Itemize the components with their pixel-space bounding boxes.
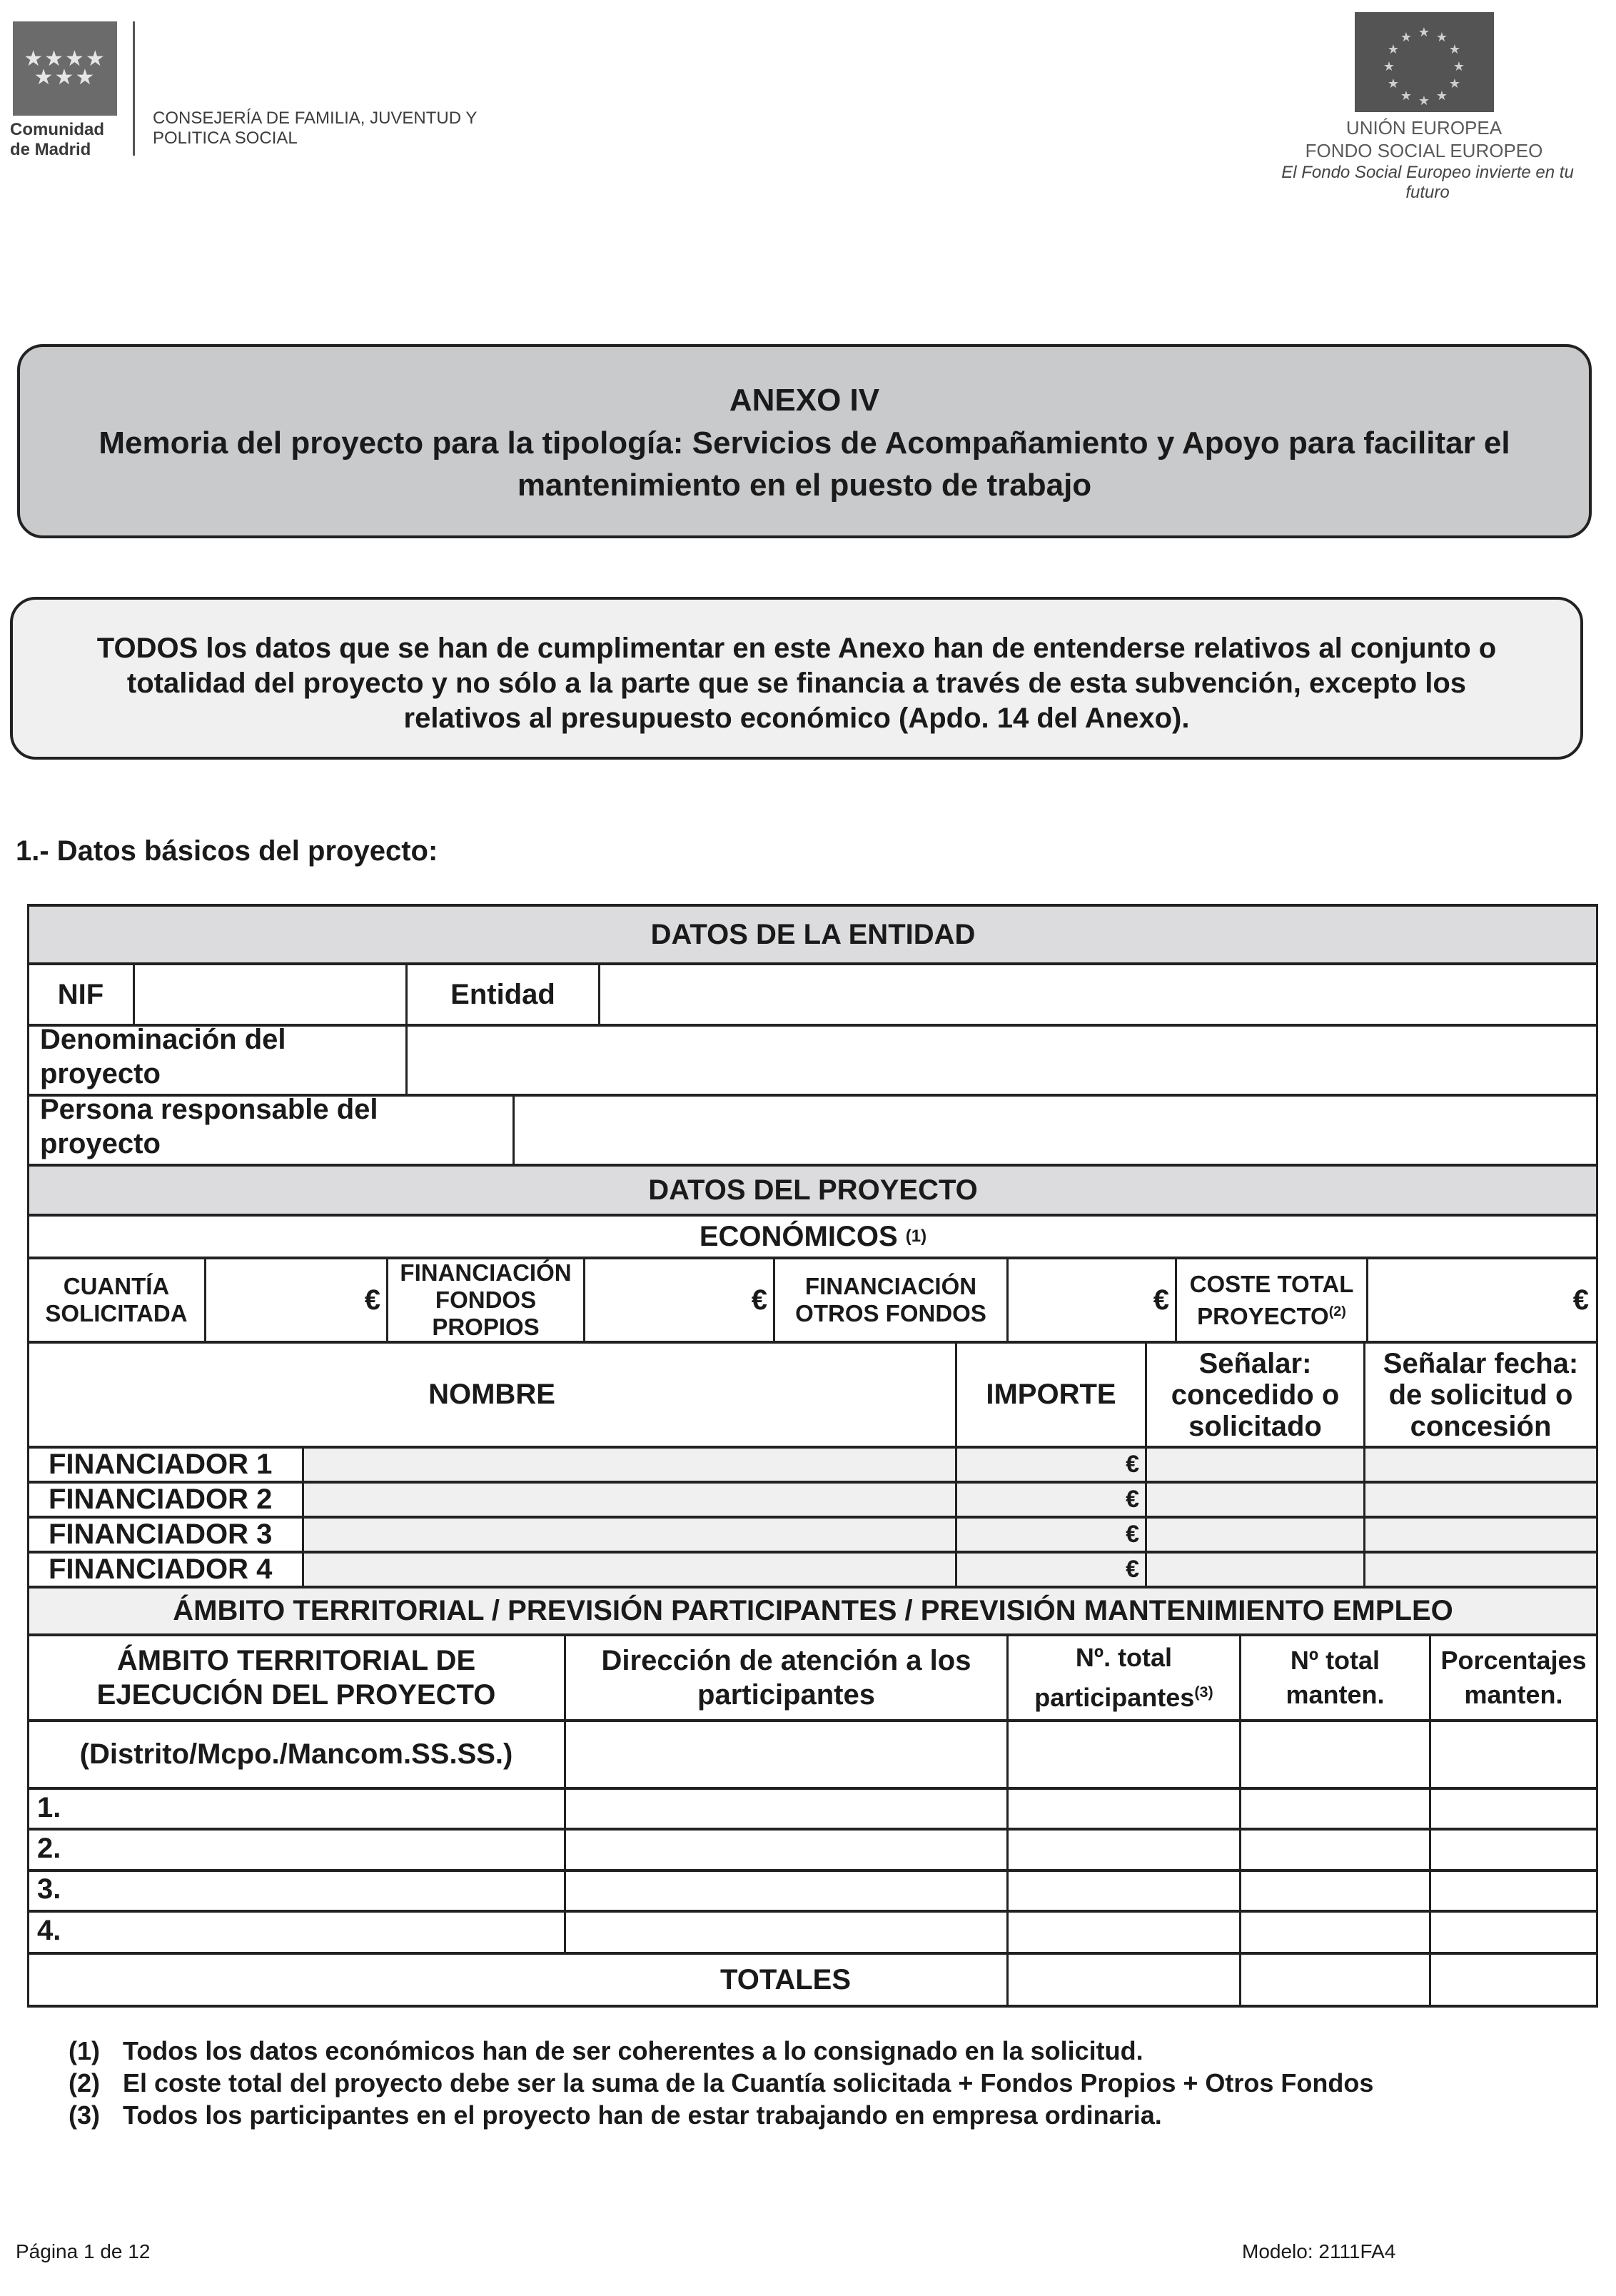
denominacion-label-line-1: Denominación del <box>40 1024 286 1055</box>
financiador-label: FINANCIADOR 3 <box>49 1519 273 1550</box>
comunidad-madrid-name <box>10 120 104 160</box>
svg-text:★: ★ <box>1400 30 1413 44</box>
participantes-input[interactable] <box>1009 1790 1239 1828</box>
otros-fondos-label <box>775 1259 1006 1341</box>
total-mantenidos-column-header <box>1241 1636 1429 1719</box>
footnote-number: (1) <box>69 2036 100 2065</box>
financiador-importe-input[interactable] <box>957 1554 1145 1586</box>
logo-name-line-2: de Madrid <box>10 140 91 159</box>
logo-divider <box>133 21 135 156</box>
footnote-text: Todos los datos económicos han de ser coherentes a lo consignado en la solicitud. <box>123 2036 1143 2065</box>
mantenidos-input[interactable] <box>1241 1872 1429 1910</box>
eu-union-label: UNIÓN EUROPEA <box>1345 117 1503 139</box>
entidad-input[interactable] <box>600 965 1596 1024</box>
svg-text:★: ★ <box>1383 59 1395 74</box>
economicos-footnote-ref: (1) <box>905 1227 927 1246</box>
financiador-nombre-input[interactable] <box>304 1554 955 1586</box>
economicos-header <box>29 1217 1597 1257</box>
ambito-input[interactable] <box>71 1790 564 1828</box>
cuantia-solicitada-label <box>29 1259 204 1341</box>
stars-row-2: ★★★ <box>34 66 96 89</box>
header-line: Señalar: <box>1198 1347 1312 1379</box>
svg-text:★: ★ <box>1448 76 1461 91</box>
footnote-number: (2) <box>69 2068 100 2098</box>
euro-icon: € <box>751 1284 767 1316</box>
svg-text:★: ★ <box>1400 89 1413 103</box>
header-line: ÁMBITO TERRITORIAL DE <box>116 1645 476 1676</box>
page-number: Página 1 de 12 <box>16 2240 151 2262</box>
fondos-propios-label <box>388 1259 583 1341</box>
label-line: FINANCIACIÓN <box>804 1273 977 1299</box>
eu-slogan: El Fondo Social Europeo invierte en tu futuro <box>1281 163 1574 202</box>
footnote-text: Todos los participantes en el proyecto han de estar trabajando en empresa ordinaria. <box>123 2100 1162 2130</box>
stars-row-1: ★★★★ <box>24 47 106 71</box>
hline <box>27 2005 1598 2008</box>
financiador-nombre-input[interactable] <box>304 1519 955 1551</box>
direccion-input[interactable] <box>566 1872 1006 1910</box>
eu-fund-label: FONDO SOCIAL EUROPEO <box>1305 140 1543 161</box>
footnote <box>69 2100 1162 2130</box>
euro-icon: € <box>1572 1284 1589 1316</box>
participantes-input[interactable] <box>1009 1872 1239 1910</box>
total-participantes-input[interactable] <box>1009 1955 1239 2005</box>
euro-icon: € <box>1126 1451 1139 1478</box>
header-line: concesión <box>1410 1410 1552 1442</box>
entidad-section-header: DATOS DE LA ENTIDAD <box>650 918 976 950</box>
euro-icon: € <box>1126 1486 1139 1513</box>
notice-line-3: relativos al presupuesto económico (Apdo. 14 del Anexo). <box>403 703 1190 734</box>
coste-total-input[interactable] <box>1368 1259 1596 1341</box>
notice-line-2: totalidad del proyecto y no sólo a la parte que se financia a través de esta subvención, excepto los <box>126 668 1467 699</box>
eu-flag-icon <box>1355 12 1494 112</box>
header-line: Señalar fecha: <box>1383 1347 1579 1379</box>
consejeria-name <box>153 109 477 148</box>
financiador-fecha-input[interactable] <box>1365 1554 1596 1586</box>
denominacion-label-line-2: proyecto <box>40 1058 161 1089</box>
financiador-nombre-input[interactable] <box>304 1484 955 1516</box>
estado-column-header <box>1147 1344 1363 1446</box>
label-line: PROYECTO <box>1197 1302 1329 1329</box>
svg-text:★: ★ <box>1387 42 1400 56</box>
participantes-input[interactable] <box>1009 1831 1239 1869</box>
label-line: PROPIOS <box>432 1314 540 1340</box>
porcentaje-input[interactable] <box>1431 1831 1596 1869</box>
eu-stars-icon <box>1355 12 1494 112</box>
header-line: Dirección de atención a los <box>601 1645 971 1676</box>
fecha-column-header <box>1365 1344 1596 1446</box>
page-subtitle-line-1: Memoria del proyecto para la tipología: Servicios de Acompañamiento y Apoyo para facilitar el <box>99 426 1510 460</box>
footnote-text: El coste total del proyecto debe ser la suma de la Cuantía solicitada + Fondos Propios + Otros Fondos <box>123 2068 1374 2098</box>
porcentajes-column-header <box>1431 1636 1596 1719</box>
ambito-input[interactable] <box>71 1872 564 1910</box>
dept-line-2: POLITICA SOCIAL <box>153 129 298 148</box>
header-line: participantes <box>1034 1683 1195 1712</box>
page-subtitle-line-2: mantenimiento en el puesto de trabajo <box>517 468 1092 503</box>
row-number: 4. <box>37 1915 61 1946</box>
svg-text:★: ★ <box>1418 25 1430 39</box>
label-line: SOLICITADA <box>45 1300 188 1326</box>
row-number: 1. <box>37 1792 61 1823</box>
totales-label: TOTALES <box>720 1963 851 1995</box>
responsable-label-line-1: Persona responsable del <box>40 1094 378 1125</box>
nombre-column-header: NOMBRE <box>428 1379 555 1410</box>
porcentaje-input[interactable] <box>1431 1913 1596 1952</box>
financiador-importe-input[interactable] <box>957 1449 1145 1481</box>
total-participantes-column-header <box>1009 1636 1239 1719</box>
svg-text:★: ★ <box>1418 94 1430 108</box>
direccion-input[interactable] <box>566 1913 1006 1952</box>
header-line: de solicitud o <box>1388 1379 1573 1411</box>
label-line: CUANTÍA <box>63 1273 170 1299</box>
ambito-subheader: (Distrito/Mcpo./Mancom.SS.SS.) <box>79 1738 513 1770</box>
ambito-section-header: ÁMBITO TERRITORIAL / PREVISIÓN PARTICIPANTES / PREVISIÓN MANTENIMIENTO EMPLEO <box>173 1595 1453 1626</box>
euro-icon: € <box>364 1284 380 1316</box>
footnote <box>69 2068 1373 2098</box>
financiador-label: FINANCIADOR 2 <box>49 1484 273 1515</box>
participantes-footnote-ref: (3) <box>1194 1683 1213 1701</box>
header-line: participantes <box>697 1679 875 1711</box>
porcentaje-input[interactable] <box>1431 1790 1596 1828</box>
row-number: 3. <box>37 1873 61 1905</box>
model-code: Modelo: 2111FA4 <box>1242 2240 1396 2262</box>
header-line: manten. <box>1464 1680 1563 1709</box>
header-line: manten. <box>1286 1680 1385 1709</box>
ambito-column-header <box>29 1636 564 1719</box>
responsable-label-line-2: proyecto <box>40 1128 161 1159</box>
financiador-nombre-input[interactable] <box>304 1449 955 1481</box>
denominacion-label <box>40 1022 411 1091</box>
coste-total-label <box>1177 1259 1366 1341</box>
financiador-estado-input[interactable] <box>1147 1484 1363 1516</box>
financiador-estado-input[interactable] <box>1147 1554 1363 1586</box>
mantenidos-input[interactable] <box>1241 1790 1429 1828</box>
direccion-column-header <box>566 1636 1006 1719</box>
row-number: 2. <box>37 1833 61 1864</box>
denominacion-input[interactable] <box>408 1027 1596 1094</box>
ambito-input[interactable] <box>71 1831 564 1869</box>
svg-text:★: ★ <box>1435 89 1448 103</box>
direccion-input[interactable] <box>566 1831 1006 1869</box>
total-mantenidos-input[interactable] <box>1241 1955 1429 2005</box>
label-line: FINANCIACIÓN <box>400 1259 572 1286</box>
financiador-fecha-input[interactable] <box>1365 1484 1596 1516</box>
label-line: FONDOS <box>435 1287 537 1313</box>
header-line: concedido o <box>1171 1379 1340 1411</box>
svg-text:★: ★ <box>1448 42 1461 56</box>
financiador-importe-input[interactable] <box>957 1484 1145 1516</box>
porcentaje-input[interactable] <box>1431 1872 1596 1910</box>
responsable-input[interactable] <box>515 1097 1596 1164</box>
financiador-estado-input[interactable] <box>1147 1449 1363 1481</box>
header-line: Porcentajes <box>1440 1646 1587 1675</box>
svg-text:★: ★ <box>1387 76 1400 91</box>
cuantia-solicitada-input[interactable] <box>206 1259 386 1341</box>
fondos-propios-input[interactable] <box>585 1259 773 1341</box>
coste-footnote-ref: (2) <box>1328 1303 1346 1319</box>
label-line: COSTE TOTAL <box>1189 1270 1354 1297</box>
financiador-estado-input[interactable] <box>1147 1519 1363 1551</box>
importe-column-header: IMPORTE <box>986 1379 1116 1410</box>
dept-line-1: CONSEJERÍA DE FAMILIA, JUVENTUD Y <box>153 109 478 128</box>
label-line: OTROS FONDOS <box>795 1300 986 1326</box>
footnote <box>69 2036 1143 2066</box>
financiador-label: FINANCIADOR 4 <box>49 1554 273 1585</box>
participantes-input[interactable] <box>1009 1913 1239 1952</box>
entidad-label: Entidad <box>450 978 555 1010</box>
euro-icon: € <box>1126 1521 1139 1548</box>
ambito-input[interactable] <box>71 1913 564 1952</box>
header-line: Nº. total <box>1075 1643 1173 1672</box>
svg-text:★: ★ <box>1435 30 1448 44</box>
otros-fondos-input[interactable] <box>1009 1259 1175 1341</box>
header-line: EJECUCIÓN DEL PROYECTO <box>96 1679 496 1711</box>
header-line: solicitado <box>1188 1410 1322 1442</box>
madrid-stars-icon <box>13 47 117 89</box>
euro-icon: € <box>1153 1284 1169 1316</box>
mantenidos-input[interactable] <box>1241 1831 1429 1869</box>
mantenidos-input[interactable] <box>1241 1913 1429 1952</box>
table-border-left <box>27 904 29 2008</box>
economicos-label: ECONÓMICOS <box>699 1220 898 1252</box>
section-title: 1.- Datos básicos del proyecto: <box>16 835 438 867</box>
logo-name-line-1: Comunidad <box>10 120 104 139</box>
page-title: ANEXO IV <box>729 383 880 418</box>
notice-line-1: TODOS los datos que se han de cumplimentar en este Anexo han de entenderse relativos al conjunto o <box>96 633 1497 664</box>
financiador-fecha-input[interactable] <box>1365 1449 1596 1481</box>
table-border-right <box>1596 904 1598 2008</box>
nif-input[interactable] <box>135 965 405 1024</box>
proyecto-section-header: DATOS DEL PROYECTO <box>648 1174 978 1206</box>
financiador-label: FINANCIADOR 1 <box>49 1449 273 1480</box>
total-porcentaje-input[interactable] <box>1431 1955 1596 2005</box>
nif-label: NIF <box>57 978 104 1010</box>
header-line: Nº total <box>1290 1646 1380 1675</box>
euro-icon: € <box>1126 1556 1139 1583</box>
direccion-input[interactable] <box>566 1790 1006 1828</box>
financiador-fecha-input[interactable] <box>1365 1519 1596 1551</box>
svg-text:★: ★ <box>1453 59 1465 74</box>
footnote-number: (3) <box>69 2100 100 2130</box>
responsable-label <box>40 1092 511 1161</box>
financiador-importe-input[interactable] <box>957 1519 1145 1551</box>
